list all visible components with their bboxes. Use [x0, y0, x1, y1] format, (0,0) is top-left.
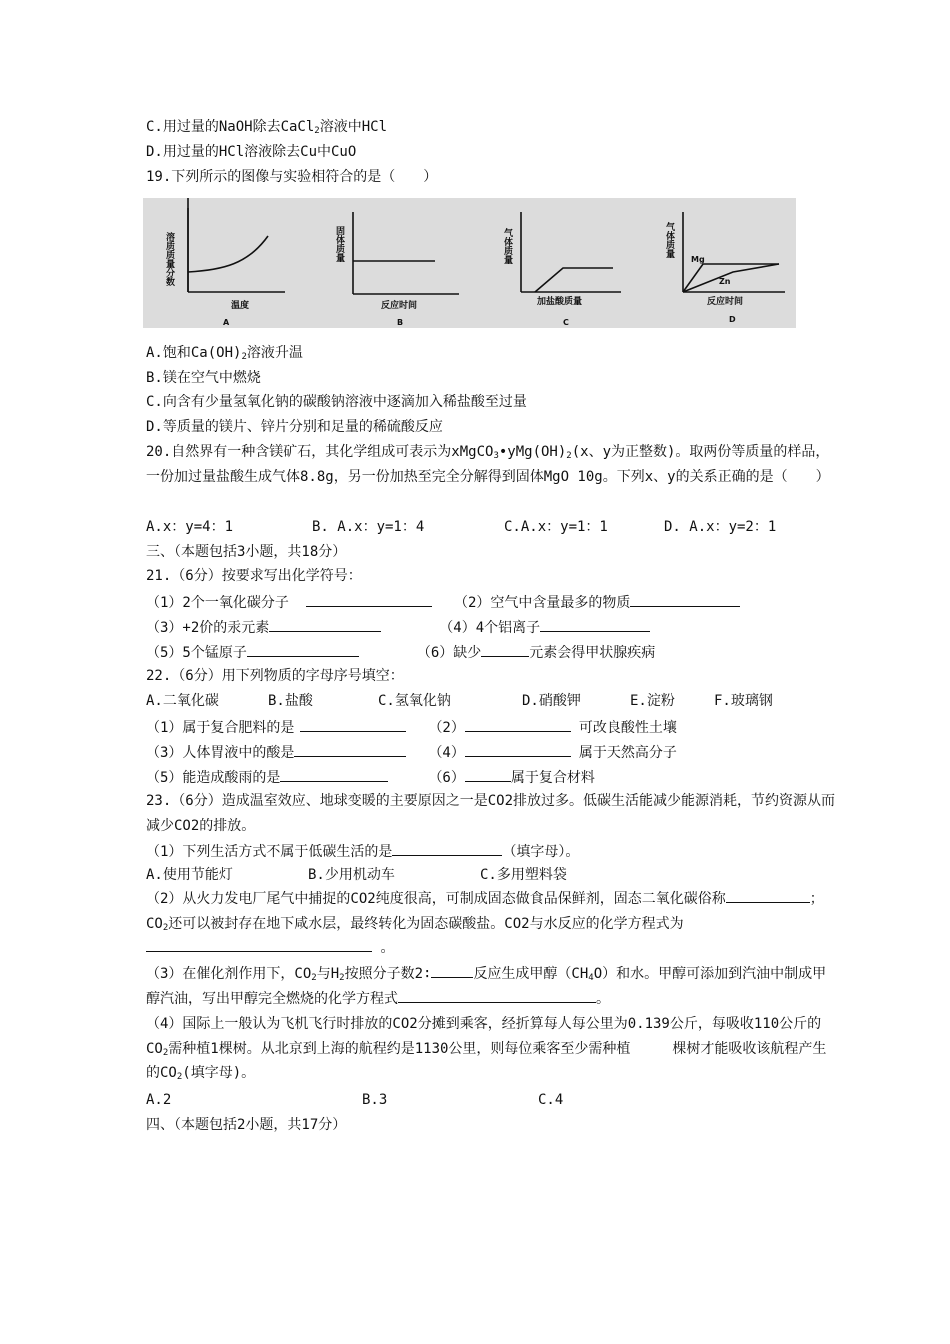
q22-stem: 22.（6分）用下列物质的字母序号填空： [146, 668, 404, 684]
q23-stem: 23.（6分）造成温室效应、地球变暖的主要原因之一是CO2排放过多。低碳生活能减少能源消耗，节约资源从而减少CO2的排放。 [146, 793, 835, 834]
q22-blank-4[interactable] [465, 741, 571, 757]
q22-item-5: （5）能造成酸雨的是 [146, 770, 281, 786]
q22-row-2 [146, 741, 677, 763]
q22-item-3: （3）人体胃液中的酸是 [146, 745, 295, 761]
q20-options [146, 517, 776, 537]
q21-stem: 21.（6分）按要求写出化学符号： [146, 568, 362, 584]
q22-option-a: A.二氧化碳 [146, 693, 219, 709]
q21-item-5: （5）5个锰原子 [146, 645, 247, 661]
q23-blank-3[interactable] [146, 936, 372, 952]
q23-part-3: （3）在催化剂作用下，$CO_2$与$H_2$按照分子数2∶ 反应生成甲醇$(CH_4O)$和水。甲醇可添加到汽油中制成甲醇汽油，写出甲醇完全燃烧的化学方程式 。 [146, 962, 836, 1011]
q21-item-1: （1）2个一氧化碳分子 [146, 595, 289, 611]
q20-stem: 20.自然界有一种含镁矿石，其化学组成可表示为$xMgCO_3•yMg(OH)_2(x$、y为正整数)。取两份等质量的样品，一份加过量盐酸生成气体8.8g，另一份加热至完全分解得到固体MgO 10g。下列x、y的关系正确的是（ ） [146, 444, 830, 485]
graph-d-xlabel: 反应时间 [707, 297, 744, 307]
q23-p4-option-b: B.3 [362, 1092, 388, 1108]
graph-d-label-mg: Mg [691, 255, 705, 264]
q22-row-1 [146, 716, 677, 738]
graph-c-tag: C [563, 318, 569, 327]
q22-blank-3[interactable] [294, 741, 406, 757]
q23-part-2-text: （2）从火力发电厂尾气中捕捉的CO2纯度很高，可制成固态做食品保鲜剂，固态二氧化碳俗称 [146, 891, 726, 907]
q21-item-3: （3）+2价的汞元素 [146, 620, 270, 636]
q22-row-3 [146, 766, 595, 788]
q23-part-1-tail: （填字母）。 [502, 844, 580, 860]
q23-part-2-co2: ；CO [146, 891, 824, 932]
graph-d-label-zn: Zn [719, 277, 731, 286]
q19-option-a: A.饱和$Ca(OH)_2$溶液升温 [146, 345, 303, 362]
q23-part-4: （4）国际上一般认为飞机飞行时排放的CO2分摊到乘客，经折算每人每公里为0.139公斤，每吸收110公斤的$CO_2$需种植1棵树。从北京到上海的航程约是1130公里，则每位乘客至少需种植 棵树才能吸收该航程产生的$CO_2$(填字母)。 [146, 1016, 827, 1082]
q23-part-1 [146, 840, 579, 862]
q23-part-2: （2）从火力发电厂尾气中捕捉的CO2纯度很高，可制成固态做食品保鲜剂，固态二氧化碳俗称 ；$CO_2$还可以被封存在地下咸水层，最终转化为固态碳酸盐。CO2与水反应的化学方程式为 。 [146, 887, 836, 961]
q20-option-a: A.x：y=4：1 [146, 519, 234, 535]
q19-stem: 19.下列所示的图像与实验相符合的是（ ） [146, 169, 438, 185]
q22-option-b: B.盐酸 [268, 693, 313, 709]
q22-blank-1[interactable] [300, 716, 406, 732]
graph-c-xlabel: 加盐酸质量 [537, 297, 583, 307]
graph-d [683, 212, 785, 292]
q23-blank-2[interactable] [726, 887, 810, 903]
graph-c [521, 212, 621, 292]
q22-item-6a: （6） [428, 770, 465, 786]
q19-option-c: C.向含有少量氢氧化钠的碳酸钠溶液中逐滴加入稀盐酸至过量 [146, 394, 527, 410]
graph-b-tag: B [397, 318, 404, 327]
q23-p1-option-c: C.多用塑料袋 [480, 867, 567, 883]
q22-item-2a: （2） [428, 720, 465, 736]
q23-blank-5[interactable] [398, 987, 596, 1003]
q18-option-d: D.用过量的HCl溶液除去Cu中CuO [146, 144, 357, 160]
graph-d-tag: D [729, 315, 736, 324]
graph-d-ylabel: 气体质量 [664, 222, 674, 258]
q23-blank-4[interactable] [431, 962, 473, 978]
section-3-heading: 三、（本题包括3小题，共18分） [146, 544, 347, 560]
q21-row-2 [146, 616, 650, 638]
graph-b [353, 212, 459, 294]
q22-item-4a: （4） [428, 745, 465, 761]
q21-row-3 [146, 641, 655, 663]
q23-blank-1[interactable] [392, 840, 502, 856]
q21-item-2: （2）空气中含量最多的物质 [454, 595, 631, 611]
q23-p1-option-b: B.少用机动车 [308, 867, 395, 883]
graph-c-ylabel: 气体质量 [502, 228, 512, 264]
q22-blank-2[interactable] [465, 716, 571, 732]
q22-item-1: （1）属于复合肥料的是 [146, 720, 295, 736]
q22-option-e: E.淀粉 [630, 693, 675, 709]
graph-a-curve [188, 236, 268, 272]
graph-d-line-mg [683, 264, 779, 292]
q22-option-c: C.氢氧化钠 [378, 693, 451, 709]
q19-option-d: D.等质量的镁片、锌片分别和足量的稀硫酸反应 [146, 419, 443, 435]
q19-graph-figure [143, 198, 796, 328]
q21-row-1 [146, 591, 740, 613]
q23-part-4-options [146, 1090, 563, 1110]
q21-blank-3[interactable] [269, 616, 381, 632]
q22-option-d: D.硝酸钾 [522, 693, 581, 709]
q20-option-d: D. A.x：y=2：1 [664, 519, 777, 535]
q21-blank-4[interactable] [540, 616, 650, 632]
q19-graphs-svg [143, 198, 796, 328]
section-4-heading: 四、（本题包括2小题，共17分） [146, 1117, 347, 1133]
q22-option-f: F.玻璃钢 [714, 693, 773, 709]
q23-part-1-text: （1）下列生活方式不属于低碳生活的是 [146, 844, 393, 860]
q22-options [146, 691, 773, 711]
q23-part-1-options [146, 865, 567, 885]
q23-p1-option-a: A.使用节能灯 [146, 867, 233, 883]
q22-blank-5[interactable] [280, 766, 388, 782]
q23-p4-option-a: A.2 [146, 1092, 172, 1108]
graph-b-xlabel: 反应时间 [381, 301, 418, 311]
q20-option-c: C.A.x：y=1：1 [504, 519, 608, 535]
q21-item-4: （4）4个铝离子 [439, 620, 541, 636]
q21-blank-2[interactable] [630, 591, 740, 607]
graph-a [188, 198, 285, 292]
q22-item-4b: 属于天然高分子 [578, 745, 677, 761]
q21-blank-1[interactable] [306, 591, 432, 607]
q19-option-b: B.镁在空气中燃烧 [146, 370, 261, 386]
q22-blank-6[interactable] [465, 766, 511, 782]
q22-item-2b: 可改良酸性土壤 [578, 720, 677, 736]
q23-part-2-cont: 还可以被封存在地下咸水层，最终转化为固态碳酸盐。CO2与水反应的化学方程式为 [168, 915, 684, 932]
q21-item-6b: 元素会得甲状腺疾病 [529, 645, 656, 661]
graph-c-line [535, 268, 613, 292]
q22-item-6b: 属于复合材料 [510, 770, 595, 786]
q23-p4-option-c: C.4 [538, 1092, 564, 1108]
q20-option-b: B. A.x：y=1：4 [312, 519, 425, 535]
graph-b-ylabel: 固体质量 [334, 226, 344, 262]
q21-blank-5[interactable] [247, 641, 359, 657]
graph-a-ylabel: 溶质质量分数 [164, 232, 174, 286]
q18-option-c: C.用过量的NaOH除去CaCl$_2$溶液中HCl [146, 119, 388, 136]
q21-item-6a: （6）缺少 [416, 645, 482, 661]
graph-a-tag: A [223, 318, 230, 327]
graph-a-xlabel: 温度 [231, 301, 250, 311]
q21-blank-6[interactable] [481, 641, 529, 657]
graph-d-line-zn [683, 264, 779, 292]
